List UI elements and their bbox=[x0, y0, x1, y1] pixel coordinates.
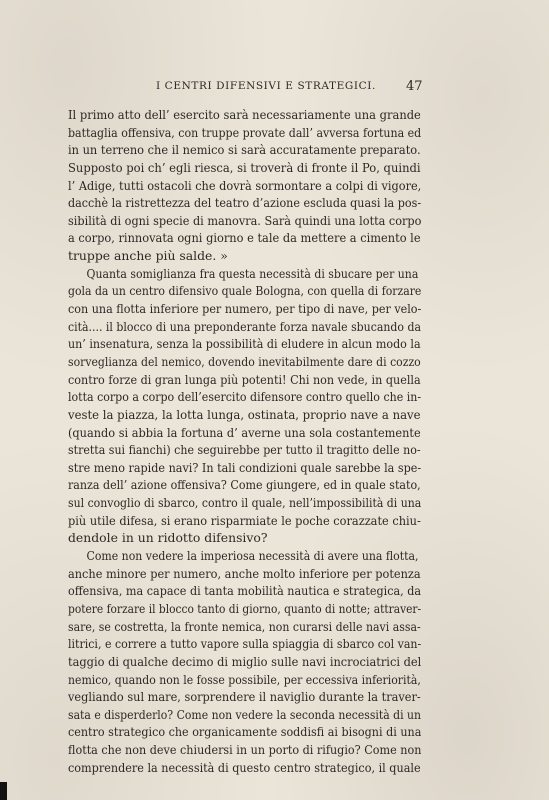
text-line: sul convoglio di sbarco, contro il quale, nell’impossibilità di una bbox=[68, 495, 422, 511]
text-line: cità.... il blocco di una preponderante forza navale sbucando da bbox=[68, 318, 421, 334]
text-line: un’ insenatura, senza la possibilità di eludere in alcun modo la bbox=[68, 336, 421, 352]
text-line: stretta sui fianchi) che seguirebbe per tutto il tragitto delle no- bbox=[68, 442, 421, 458]
text-line: battaglia offensiva, con truppe provate dall’ avversa fortuna ed bbox=[68, 124, 422, 140]
text-line: flotta che non deve chiudersi in un porto di rifugio? Come non bbox=[68, 742, 421, 758]
text-line: veste la piazza, la lotta lunga, ostinata, proprio nave a nave bbox=[68, 406, 421, 422]
text-line: in un terreno che il nemico si sarà accuratamente preparato. bbox=[68, 142, 421, 158]
text-line: sorveglianza del nemico, dovendo inevitabilmente dare di cozzo bbox=[68, 353, 421, 369]
text-line: l’ Adige, tutti ostacoli che dovrà sormontare a colpi di vigore, bbox=[68, 177, 421, 193]
text-line: Quanta somiglianza fra questa necessità di sbucare per una bbox=[86, 265, 419, 281]
text-line: Come non vedere la imperiosa necessità di avere una flotta, bbox=[86, 548, 419, 564]
text-line: lotta corpo a corpo dell’esercito difensore contro quello che in- bbox=[68, 389, 422, 405]
text-line: nemico, quando non le fosse possibile, per eccessiva inferiorità, bbox=[68, 671, 421, 687]
scan-edge-mark bbox=[0, 782, 7, 800]
text-line: truppe anche più salde. » bbox=[68, 248, 228, 264]
text-line: dendole in un ridotto difensivo? bbox=[68, 530, 268, 546]
text-line: sibilità di ogni specie di manovra. Sarà quindi una lotta corpo bbox=[68, 212, 422, 228]
text-line: centro strategico che organicamente soddisfi ai bisogni di una bbox=[68, 724, 421, 740]
text-line: Supposto poi ch’ egli riesca, si troverà di fronte il Po, quindi bbox=[68, 159, 421, 175]
text-line: anche minore per numero, anche molto inferiore per potenza bbox=[68, 565, 421, 581]
text-line: Il primo atto dell’ esercito sarà necessariamente una grande bbox=[68, 107, 421, 122]
text-line: offensiva, ma capace di tanta mobilità nautica e strategica, da bbox=[68, 583, 421, 599]
text-line: a corpo, rinnovata ogni giorno e tale da mettere a cimento le bbox=[68, 230, 421, 246]
text-line: sare, se costretta, la fronte nemica, non curarsi delle navi assa- bbox=[68, 618, 421, 634]
text-line: taggio di qualche decimo di miglio sulle navi incrociatrici del bbox=[68, 653, 422, 669]
text-line: vegliando sul mare, sorprendere il naviglio durante la traver- bbox=[68, 689, 421, 705]
text-line: gola da un centro difensivo quale Bologna, con quella di forzare bbox=[68, 283, 421, 299]
text-line: ranza dell’ azione offensiva? Come giungere, ed in quale stato, bbox=[68, 477, 421, 493]
text-line: dacchè la ristrettezza del teatro d’azione escluda quasi la pos- bbox=[68, 195, 421, 211]
page-header bbox=[66, 76, 426, 96]
text-line: più utile difesa, si erano risparmiate le poche corazzate chiu- bbox=[68, 512, 421, 528]
text-line: stre meno rapide navi? In tali condizioni quale sarebbe la spe- bbox=[68, 459, 421, 475]
text-line: sata e disperderlo? Come non vedere la seconda necessità di un bbox=[68, 706, 421, 722]
page-number: 47 bbox=[406, 79, 423, 94]
running-title: I CENTRI DIFENSIVI E STRATEGICI. bbox=[156, 80, 376, 92]
text-line: contro forze di gran lunga più potenti! Chi non vede, in quella bbox=[68, 371, 421, 387]
text-line: litrici, e correre a tutto vapore sulla spiaggia di sbarco col van- bbox=[68, 636, 422, 652]
text-line: potere forzare il blocco tanto di giorno, quanto di notte; attraver- bbox=[68, 600, 422, 616]
text-line: con una flotta inferiore per numero, per tipo di nave, per velo- bbox=[68, 301, 421, 317]
body-text bbox=[68, 106, 421, 776]
text-line: comprendere la necessità di questo centro strategico, il quale bbox=[68, 759, 421, 775]
text-line: (quando si abbia la fortuna d’ averne una sola costantemente bbox=[68, 424, 421, 440]
